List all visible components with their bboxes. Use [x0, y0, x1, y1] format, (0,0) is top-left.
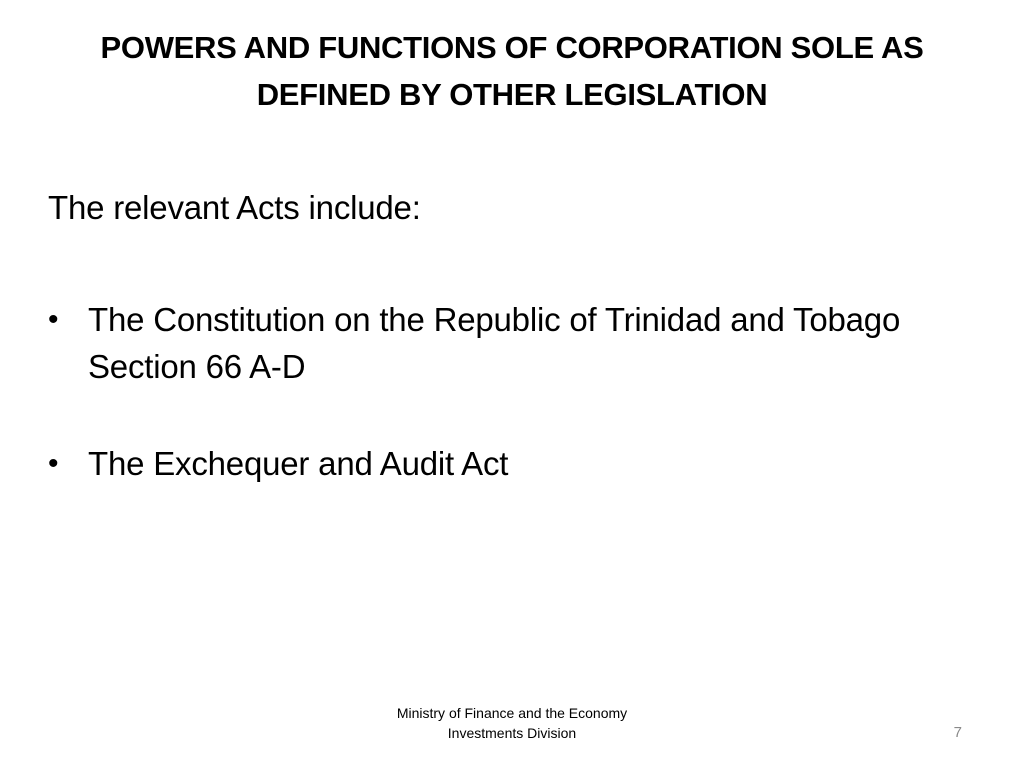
bullet-text-line-1: The Constitution on the Republic of Trinidad and Tobago — [88, 301, 901, 338]
slide-title-line-2: DEFINED BY OTHER LEGISLATION — [256, 77, 768, 112]
bullet-text-line-1: The Exchequer and Audit Act — [88, 445, 509, 482]
footer-line-1: Ministry of Finance and the Economy — [396, 705, 628, 721]
bullet-text — [88, 440, 1008, 487]
bullet-list — [48, 296, 1008, 487]
bullet-item-exchequer — [48, 440, 1008, 487]
footer-line-2: Investments Division — [447, 725, 577, 741]
bullet-text-line-2: Section 66 A-D — [88, 348, 306, 385]
bullet-text — [88, 296, 1008, 390]
slide-title — [40, 24, 984, 118]
bullet-marker-icon: • — [48, 303, 59, 336]
bullet-marker-icon: • — [48, 447, 59, 480]
slide-title-line-1: POWERS AND FUNCTIONS OF CORPORATION SOLE AS — [100, 30, 924, 65]
intro-text: The relevant Acts include: — [48, 189, 421, 226]
page-number: 7 — [953, 724, 962, 741]
bullet-item-constitution — [48, 296, 1008, 390]
slide-footer — [312, 703, 712, 743]
